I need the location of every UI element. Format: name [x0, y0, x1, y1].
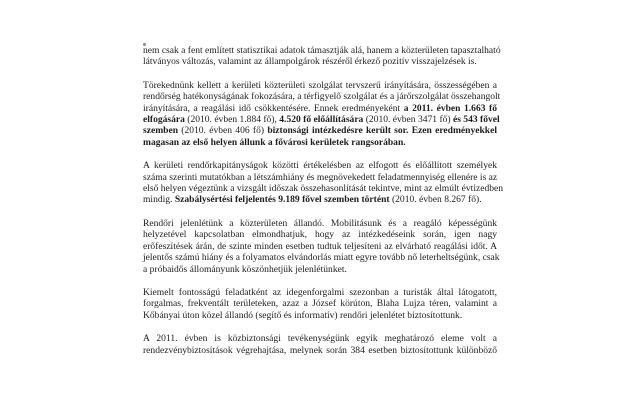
text-run: száma szerinti mutatókban a létszámhiány és megnövekedett feladatmennyiség ellenére is az [143, 171, 498, 183]
text-run: nem csak a fent említett statisztikai adatok támasztják alá, hanem a közterületen tapasztalható [143, 45, 501, 56]
text-run-bold: biztonsági intézkedésre került sor. Ezen eredményekkel [267, 125, 497, 137]
text-line [143, 310, 497, 321]
text-line [143, 160, 497, 171]
text-run-bold: a 2011. évben 1.663 fő [403, 102, 497, 114]
text-run: Rendőri jelenlétünk a közterületen állandó. Mobilitásunk és a reagáló képességünk [143, 217, 497, 229]
text-run: Kőbányai úton közel állandó (segítő és informatív) rendőri jelenlétet biztosítottunk. [143, 309, 463, 321]
text-run: mindig. [143, 194, 175, 206]
text-line [143, 114, 500, 126]
text-run: (2010. évben 406 fő) [178, 125, 268, 137]
text-run: jelentős számú hiány és a folyamatos elvándorlás miatt egyre tovább nő leterheltségünk, csak [143, 252, 500, 264]
text-run: (2010. évben 1.884 fő), [184, 114, 280, 126]
paragraph-district-ranking [143, 160, 504, 206]
text-run: rendőrség hatékonyságának fokozására, a térfigyelő szolgálat és a járőrszolgálat összehangolt [143, 91, 501, 103]
text-line [143, 45, 501, 56]
text-run-bold: szemben [143, 125, 178, 137]
text-line [143, 194, 497, 205]
text-line [143, 183, 504, 195]
text-run: A kerületi rendőrkapitányságok közötti értékelésben az elfogott és előállított személyek [143, 160, 497, 172]
text-run-bold: elfogására [143, 114, 185, 126]
paragraph-statistics-intro [143, 45, 501, 68]
text-line [143, 218, 497, 229]
text-line [143, 298, 497, 309]
text-run-bold: magasan az első helyen állunk a fővárosi kerületek rangsorában. [143, 136, 406, 148]
text-line [143, 333, 497, 344]
text-run: első helyen végeztünk a vizsgált időszak összehasonlítását tekintve, mint az elmúlt évtizedben [143, 183, 504, 195]
text-line [143, 80, 497, 91]
paragraph-event-security [143, 333, 497, 356]
paragraph-police-presence [143, 217, 500, 275]
text-line [143, 287, 497, 298]
text-run: Törekednünk kellett a kerületi közterületi szolgálat tervszerű irányítására, összességében a [143, 79, 497, 91]
text-run: rendezvénybiztosítások végrehajtása, melynek során 384 esetben biztosítottunk különböző [143, 344, 497, 356]
text-run: erőfeszítések árán, de szinte minden esetben tudtuk teljesíteni az elvárható reagálási időt. A [143, 240, 497, 252]
paragraph-patrol-results [143, 79, 501, 148]
text-run: irányítására, a reagálási idő csökkentésére. Ennek eredményeként [143, 102, 404, 114]
text-line [143, 345, 497, 356]
text-line [143, 91, 501, 103]
text-run-bold: Szabálysértési feljelentés 9.189 fővel szemben történt [174, 194, 390, 206]
document-body [143, 40, 504, 368]
text-run: A 2011. évben is közbiztonsági tevékenységünk egyik meghatározó eleme volt a [143, 333, 497, 345]
text-run: (2010. évben 3471 fő) [363, 114, 453, 126]
text-line [143, 137, 497, 148]
text-run: (2010. évben 8.267 fő). [389, 194, 482, 206]
text-line [143, 264, 497, 275]
text-run: Kiemelt fontosságú feladatként az idegenforgalmi szezonban a turisták által látogatott, [143, 286, 497, 298]
text-line [143, 103, 497, 114]
text-line [143, 241, 497, 252]
text-run-bold: 4.520 fő előállítására [279, 114, 364, 126]
text-run-bold: és 543 fővel [452, 114, 500, 126]
text-run: a próbaidős állományunk köszönhetjük jelenlétünket. [143, 263, 347, 275]
text-line [143, 172, 497, 183]
text-line [143, 56, 497, 67]
text-line [143, 229, 497, 240]
text-run: látványos változás, valamint az állampolgárok részéről érkező pozitív visszajelzések is. [143, 56, 477, 68]
text-run: helyzetével kapcsolatban elmondhatjuk, hogy az intézkedéseink során, igen nagy [143, 229, 497, 241]
text-run: forgalmas, frekventált területeken, azaz a József körúton, Blaha Lujza téren, valamint a [143, 298, 497, 310]
paragraph-tourist-season [143, 287, 497, 321]
text-line [143, 252, 500, 264]
text-line [143, 125, 497, 136]
